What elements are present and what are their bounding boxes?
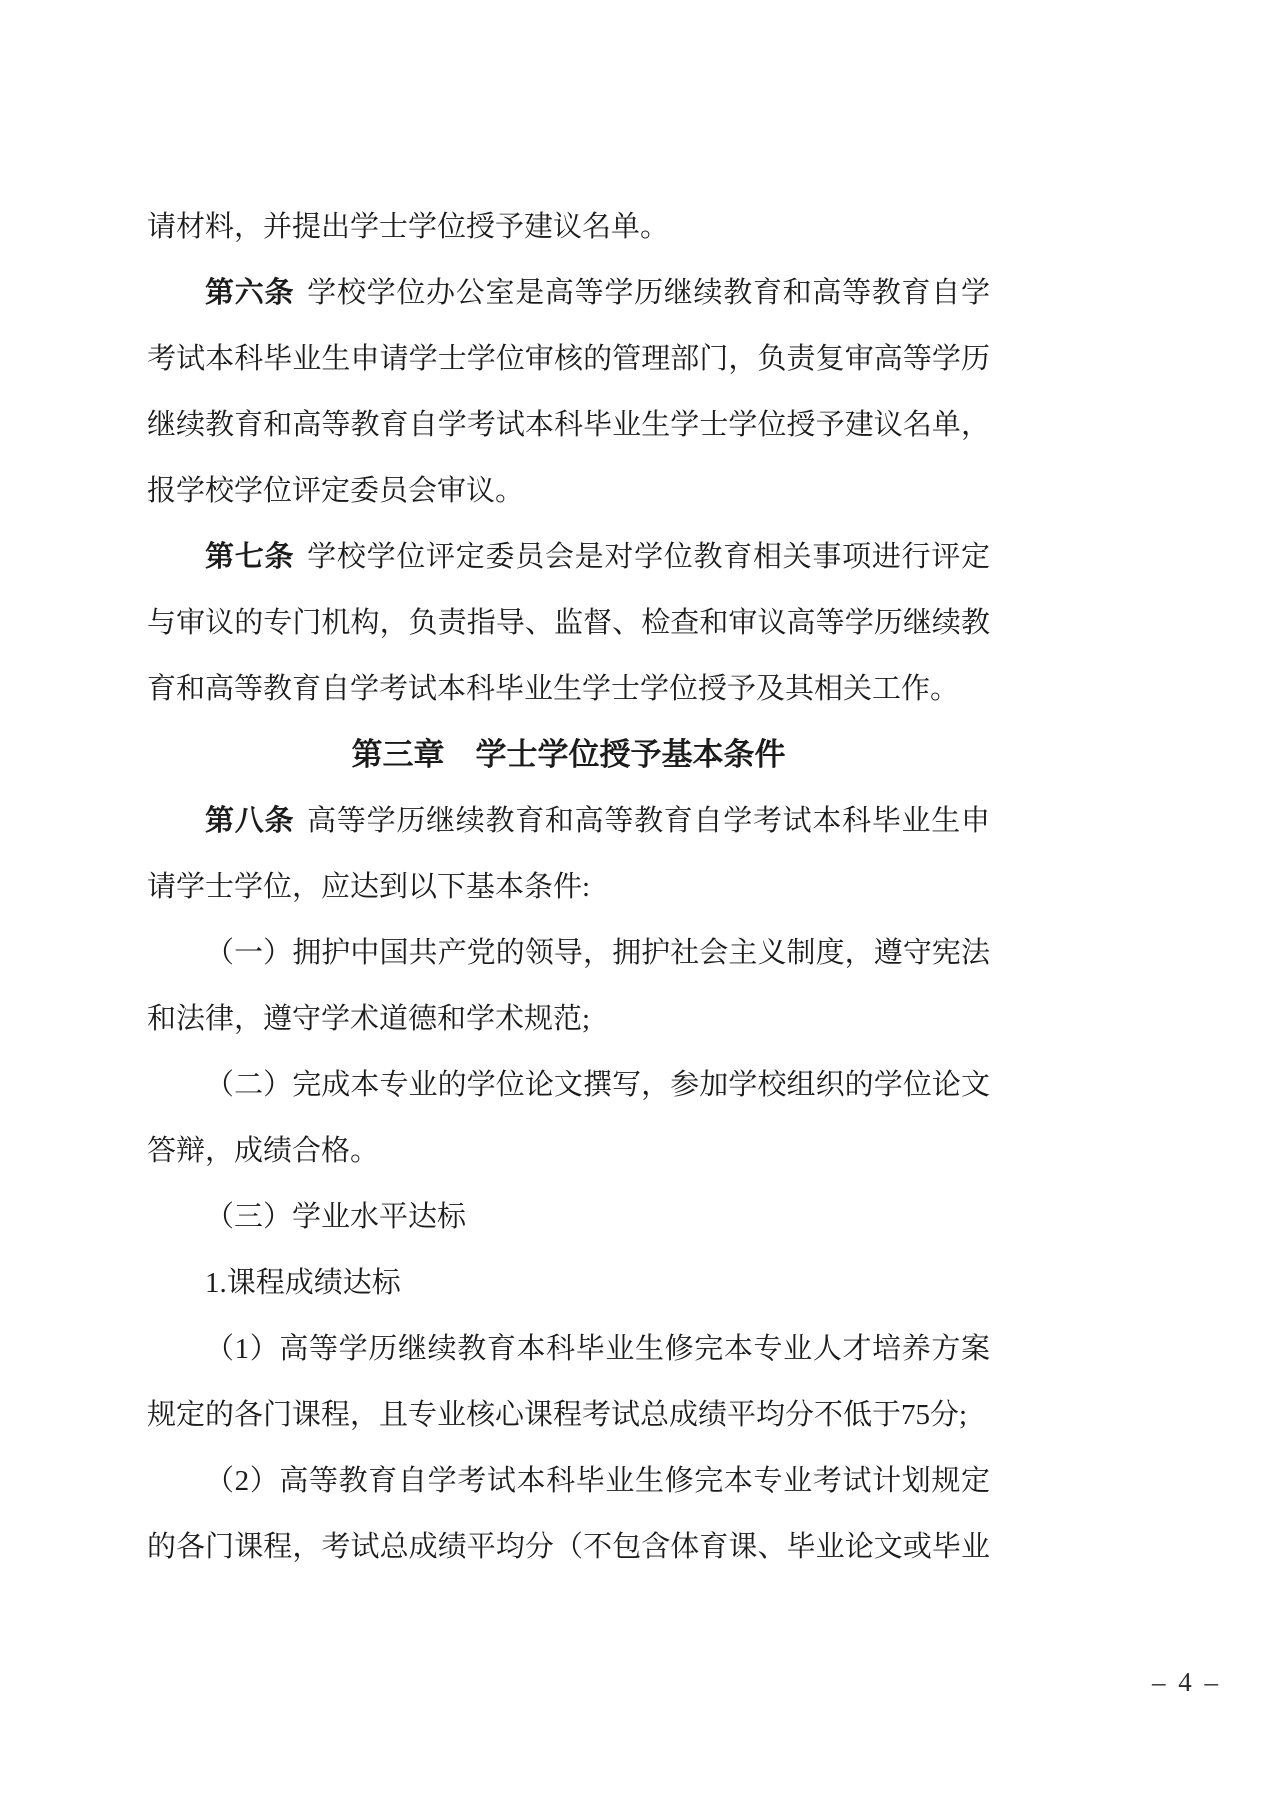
document-line [147,260,990,326]
document-line [147,1118,990,1184]
document-line [147,1448,990,1514]
document-line [147,458,990,524]
document-line [147,1514,990,1580]
line-text: 考试本科毕业生申请学士学位审核的管理部门，负责复审高等学历 [147,343,990,375]
document-line [147,1250,990,1316]
document-line [147,326,990,392]
line-text: 第三章 学士学位授予基本条件 [351,737,786,772]
line-text: （二）完成本专业的学位论文撰写，参加学校组织的学位论文 [205,1069,990,1101]
line-text: 答辩，成绩合格。 [147,1135,380,1167]
document-body [147,194,990,1580]
document-line [147,788,990,854]
line-text: （三）学业水平达标 [205,1201,467,1233]
document-line [147,524,990,590]
article-number: 第七条 [205,541,295,573]
line-text: 1.课程成绩达标 [205,1267,401,1299]
document-line [147,1052,990,1118]
line-text: 与审议的专门机构，负责指导、监督、检查和审议高等学历继续教 [147,607,990,639]
article-number: 第六条 [205,277,295,309]
page-number: – 4 – [1152,1667,1221,1697]
line-text: （一）拥护中国共产党的领导，拥护社会主义制度，遵守宪法 [205,937,990,969]
line-text: 规定的各门课程，且专业核心课程考试总成绩平均分不低于75分; [147,1399,968,1431]
document-line [147,590,990,656]
document-line [147,1316,990,1382]
line-text: 学校学位办公室是高等学历继续教育和高等教育自学 [307,277,990,309]
document-line [147,986,990,1052]
document-line [147,194,990,260]
article-number: 第八条 [205,805,295,837]
document-line [147,656,990,722]
line-text: 学校学位评定委员会是对学位教育相关事项进行评定 [307,541,990,573]
line-text: 继续教育和高等教育自学考试本科毕业生学士学位授予建议名单， [147,409,990,441]
line-text: （2）高等教育自学考试本科毕业生修完本专业考试计划规定 [205,1465,990,1497]
document-line [147,920,990,986]
line-text: 报学校学位评定委员会审议。 [147,475,525,507]
document-line [147,854,990,920]
chapter-heading [147,722,990,788]
line-text: 的各门课程，考试总成绩平均分（不包含体育课、毕业论文或毕业 [147,1531,990,1563]
document-line [147,392,990,458]
line-text: 请学士学位，应达到以下基本条件: [147,871,591,903]
document-line [147,1184,990,1250]
document-line [147,1382,990,1448]
line-text: 请材料，并提出学士学位授予建议名单。 [147,211,670,243]
line-text: 育和高等教育自学考试本科毕业生学士学位授予及其相关工作。 [147,673,960,705]
line-text: 和法律，遵守学术道德和学术规范; [147,1003,591,1035]
line-text: 高等学历继续教育和高等教育自学考试本科毕业生申 [307,805,990,837]
line-text: （1）高等学历继续教育本科毕业生修完本专业人才培养方案 [205,1333,990,1365]
